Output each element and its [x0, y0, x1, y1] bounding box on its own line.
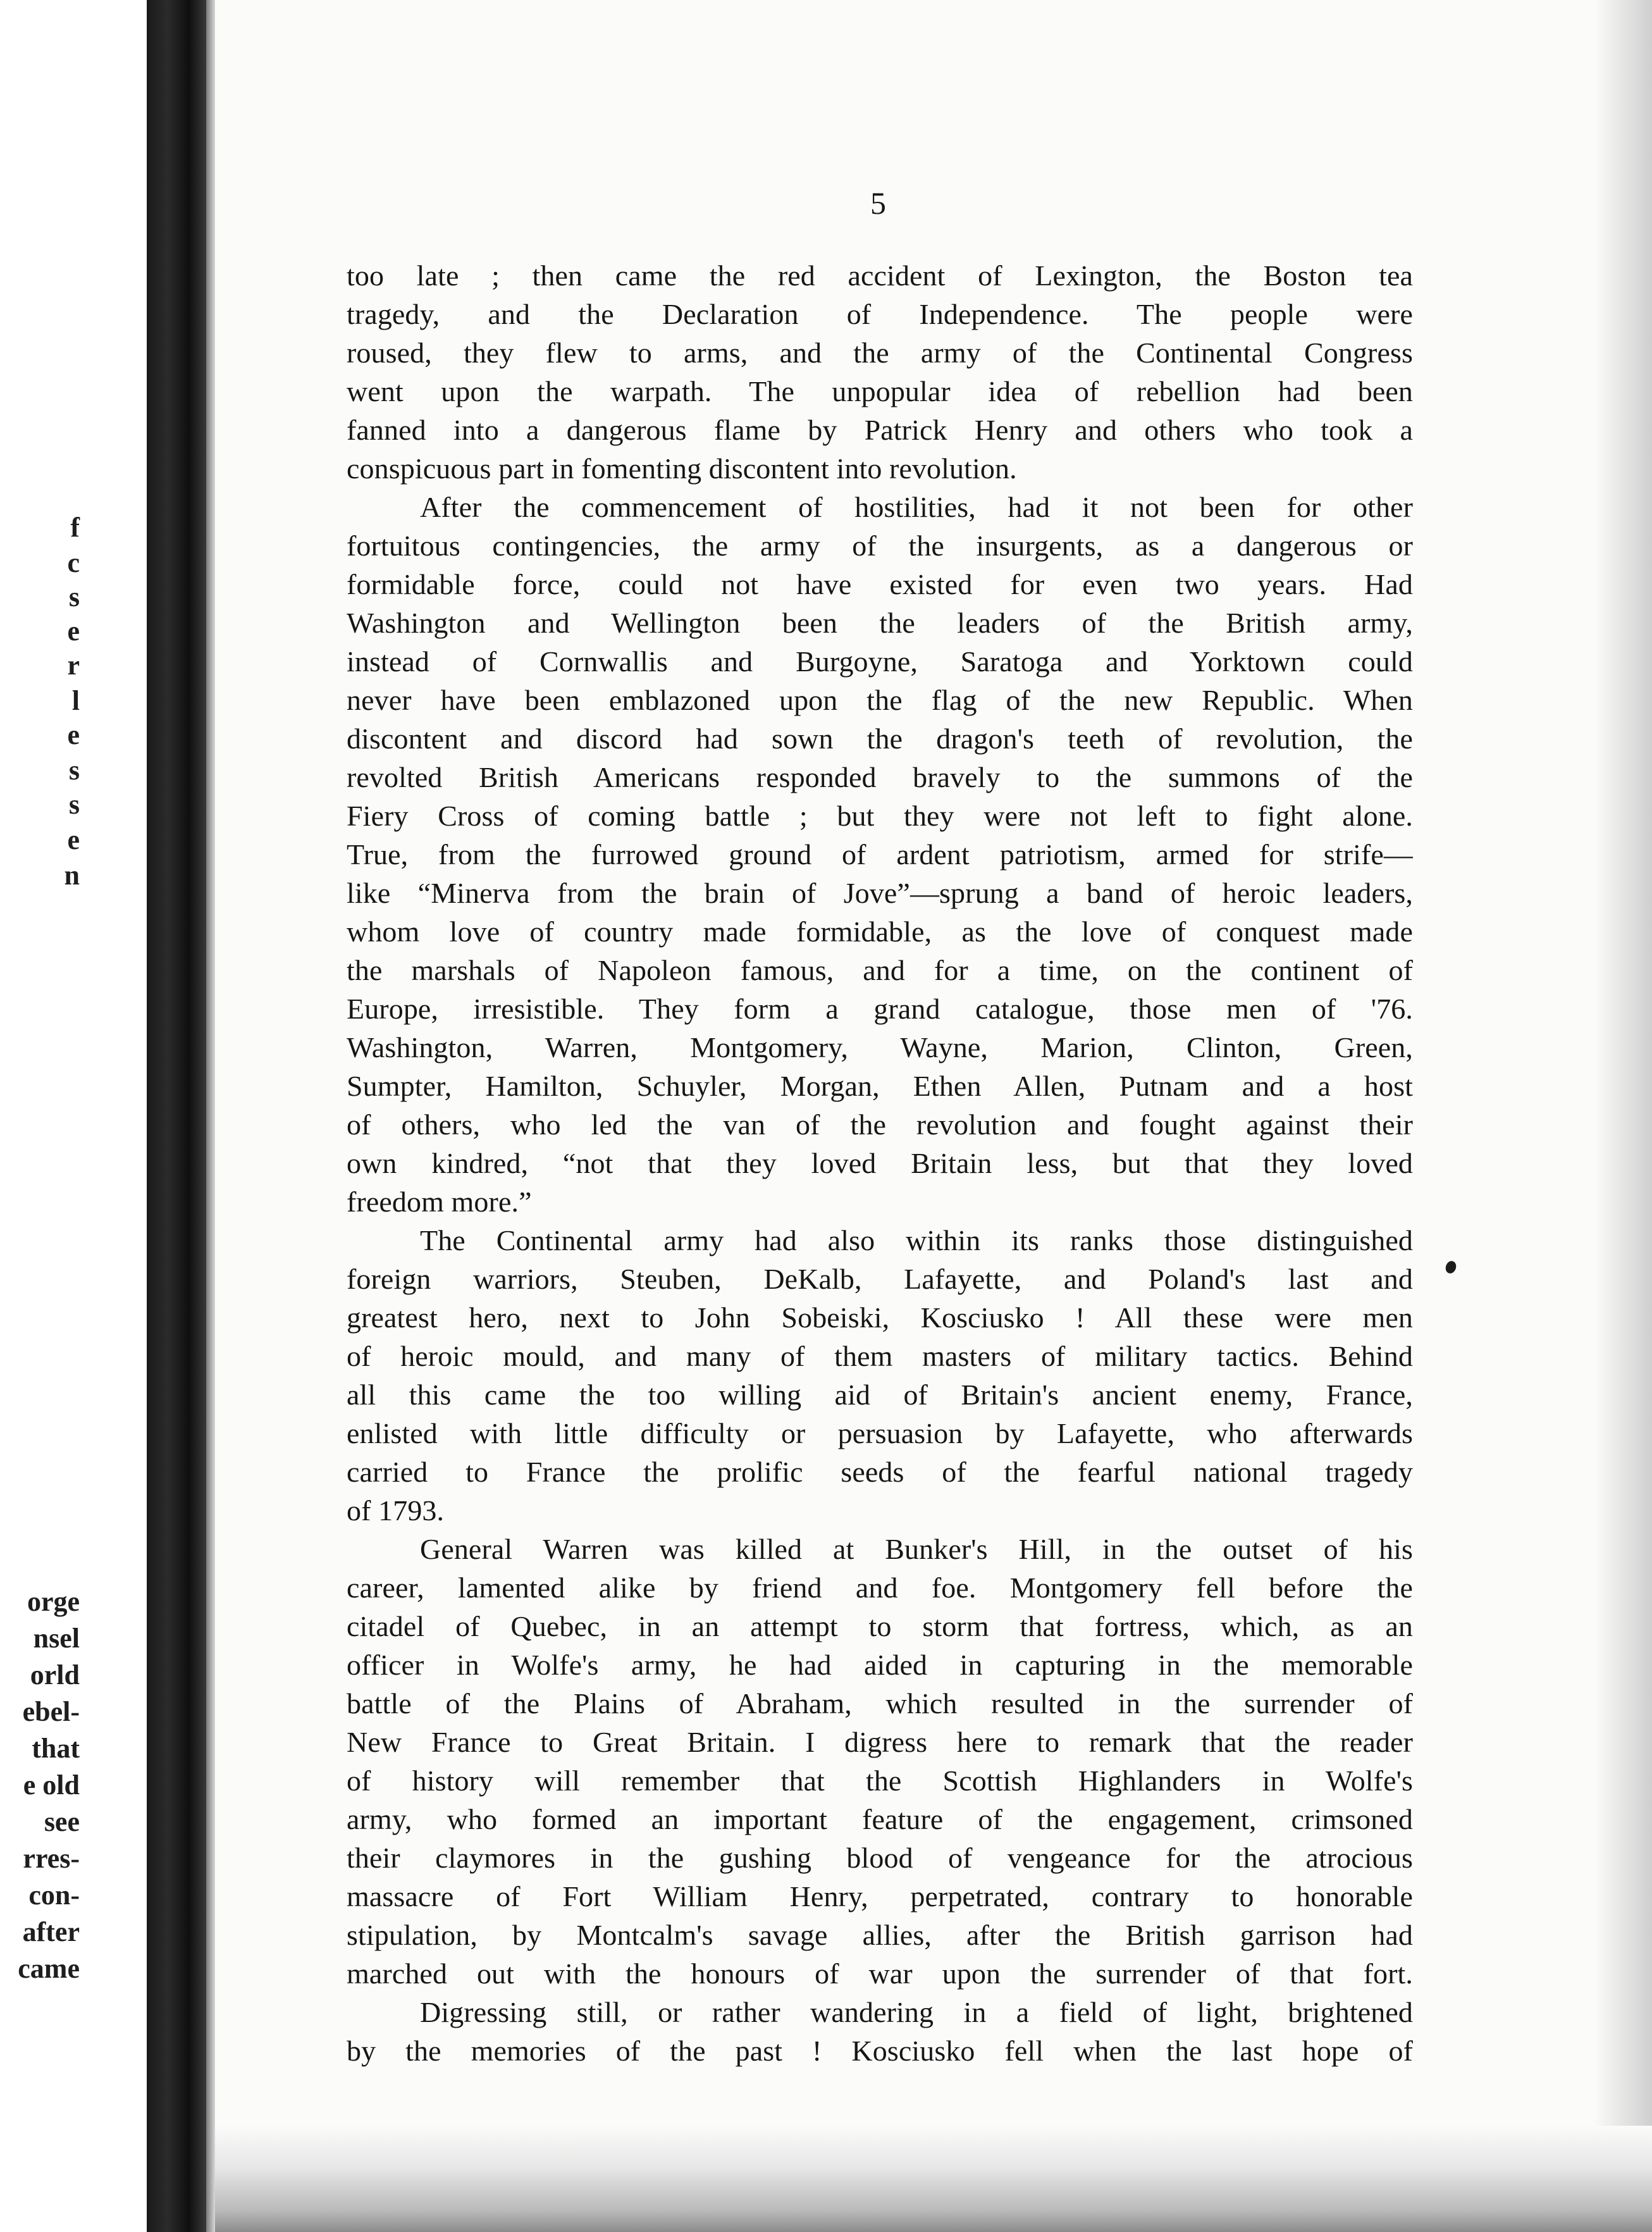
- fragment-text: r: [67, 650, 80, 681]
- fragment-text: rres-: [23, 1843, 80, 1874]
- text-line: too late ; then came the red accident of Lexington, the Boston tea: [347, 259, 1413, 292]
- text-line: Sumpter, Hamilton, Schuyler, Morgan, Ethen Allen, Putnam and a host: [347, 1070, 1413, 1102]
- page-edge: [206, 0, 215, 2232]
- page-right-shadow: [1594, 0, 1652, 2232]
- text-line: battle of the Plains of Abraham, which resulted in the surrender of: [347, 1687, 1413, 1720]
- text-line: General Warren was killed at Bunker's Hill, in the outset of his: [420, 1533, 1413, 1565]
- text-line: their claymores in the gushing blood of vengeance for the atrocious: [347, 1842, 1413, 1874]
- paragraph: [347, 1530, 1413, 1993]
- fragment-text: s: [68, 789, 80, 820]
- text-line: greatest hero, next to John Sobeiski, Kosciusko ! All these were men: [347, 1301, 1413, 1334]
- text-line: citadel of Quebec, in an attempt to storm that fortress, which, as an: [347, 1610, 1413, 1642]
- page-number: 5: [870, 185, 886, 221]
- paragraph: [347, 256, 1413, 488]
- text-line: enlisted with little difficulty or persuasion by Lafayette, who afterwards: [347, 1417, 1413, 1449]
- fragment-text: e: [67, 824, 80, 855]
- text-line: whom love of country made formidable, as the love of conquest made: [347, 915, 1413, 948]
- previous-page-fragments: [0, 0, 147, 2232]
- fragment-text: e old: [23, 1770, 80, 1801]
- text-line: carried to France the prolific seeds of the fearful national tragedy: [347, 1456, 1413, 1488]
- text-line: tragedy, and the Declaration of Independence. The people were: [347, 298, 1413, 330]
- page-bottom-shadow: [215, 2126, 1652, 2232]
- paragraph: [347, 1993, 1413, 2070]
- fragment-text: l: [71, 685, 80, 716]
- text-line: Europe, irresistible. They form a grand catalogue, those men of '76.: [347, 993, 1413, 1025]
- text-line: officer in Wolfe's army, he had aided in capturing in the memorable: [347, 1649, 1413, 1681]
- text-line: Fiery Cross of coming battle ; but they were not left to fight alone.: [347, 800, 1413, 832]
- text-line: After the commencement of hostilities, had it not been for other: [420, 491, 1413, 523]
- text-line: army, who formed an important feature of the engagement, crimsoned: [347, 1803, 1413, 1835]
- text-line: instead of Cornwallis and Burgoyne, Saratoga and Yorktown could: [347, 645, 1413, 678]
- text-line: of history will remember that the Scottish Highlanders in Wolfe's: [347, 1764, 1413, 1797]
- fragment-text: con-: [28, 1880, 80, 1911]
- book-gutter: [147, 0, 207, 2232]
- fragment-text: s: [68, 755, 80, 786]
- text-line: of heroic mould, and many of them masters of military tactics. Behind: [347, 1340, 1413, 1372]
- fragment-text: that: [32, 1733, 80, 1764]
- fragment-text: see: [44, 1806, 80, 1837]
- fragment-text: e: [67, 616, 80, 647]
- text-line: True, from the furrowed ground of ardent patriotism, armed for strife—: [347, 838, 1413, 871]
- fragment-text: s: [68, 581, 80, 612]
- paragraph: [347, 488, 1413, 1221]
- text-line: discontent and discord had sown the dragon's teeth of revolution, the: [347, 722, 1413, 755]
- text-line: Washington and Wellington been the leaders of the British army,: [347, 607, 1413, 639]
- text-line: marched out with the honours of war upon the surrender of that fort.: [347, 1957, 1413, 1990]
- text-line: never have been emblazoned upon the flag of the new Republic. When: [347, 684, 1413, 716]
- text-line: revolted British Americans responded bravely to the summons of the: [347, 761, 1413, 793]
- text-line: fortuitous contingencies, the army of the insurgents, as a dangerous or: [347, 530, 1413, 562]
- fragment-text: came: [18, 1953, 80, 1984]
- text-line: went upon the warpath. The unpopular idea of rebellion had been: [347, 375, 1413, 407]
- text-line: like “Minerva from the brain of Jove”—sprung a band of heroic leaders,: [347, 877, 1413, 909]
- text-line: formidable force, could not have existed for even two years. Had: [347, 568, 1413, 600]
- text-line: foreign warriors, Steuben, DeKalb, Lafayette, and Poland's last and: [347, 1263, 1413, 1295]
- body-text: [347, 256, 1413, 2070]
- text-line: conspicuous part in fomenting discontent into revolution.: [347, 452, 1017, 485]
- text-line: the marshals of Napoleon famous, and for a time, on the continent of: [347, 954, 1413, 986]
- text-line: all this came the too willing aid of Britain's ancient enemy, France,: [347, 1379, 1413, 1411]
- fragment-text: c: [67, 547, 80, 578]
- paragraph: [347, 1221, 1413, 1530]
- text-line: New France to Great Britain. I digress here to remark that the reader: [347, 1726, 1413, 1758]
- text-line: massacre of Fort William Henry, perpetrated, contrary to honorable: [347, 1880, 1413, 1913]
- text-line: of 1793.: [347, 1494, 445, 1527]
- text-line: freedom more.”: [347, 1186, 532, 1218]
- text-line: of others, who led the van of the revolution and fought against their: [347, 1108, 1413, 1141]
- text-line: roused, they flew to arms, and the army of the Continental Congress: [347, 337, 1413, 369]
- text-line: Digressing still, or rather wandering in a field of light, brightened: [420, 1996, 1413, 2028]
- fragment-text: after: [22, 1916, 80, 1947]
- text-line: The Continental army had also within its ranks those distinguished: [420, 1224, 1413, 1256]
- text-line: fanned into a dangerous flame by Patrick Henry and others who took a: [347, 414, 1413, 446]
- binding-area: [0, 0, 215, 2232]
- text-line: by the memories of the past ! Kosciusko fell when the last hope of: [347, 2035, 1413, 2067]
- fragment-text: ebel-: [22, 1696, 80, 1727]
- fragment-text: nsel: [33, 1623, 80, 1654]
- fragment-text: n: [64, 860, 80, 891]
- text-line: stipulation, by Montcalm's savage allies, after the British garrison had: [347, 1919, 1413, 1951]
- text-line: own kindred, “not that they loved Britain less, but that they loved: [347, 1147, 1413, 1179]
- text-line: career, lamented alike by friend and foe. Montgomery fell before the: [347, 1572, 1413, 1604]
- fragment-text: orge: [27, 1586, 80, 1617]
- fragment-text: e: [67, 719, 80, 750]
- fragment-text: f: [70, 512, 80, 543]
- text-line: Washington, Warren, Montgomery, Wayne, Marion, Clinton, Green,: [347, 1031, 1413, 1063]
- fragment-text: orld: [30, 1659, 80, 1690]
